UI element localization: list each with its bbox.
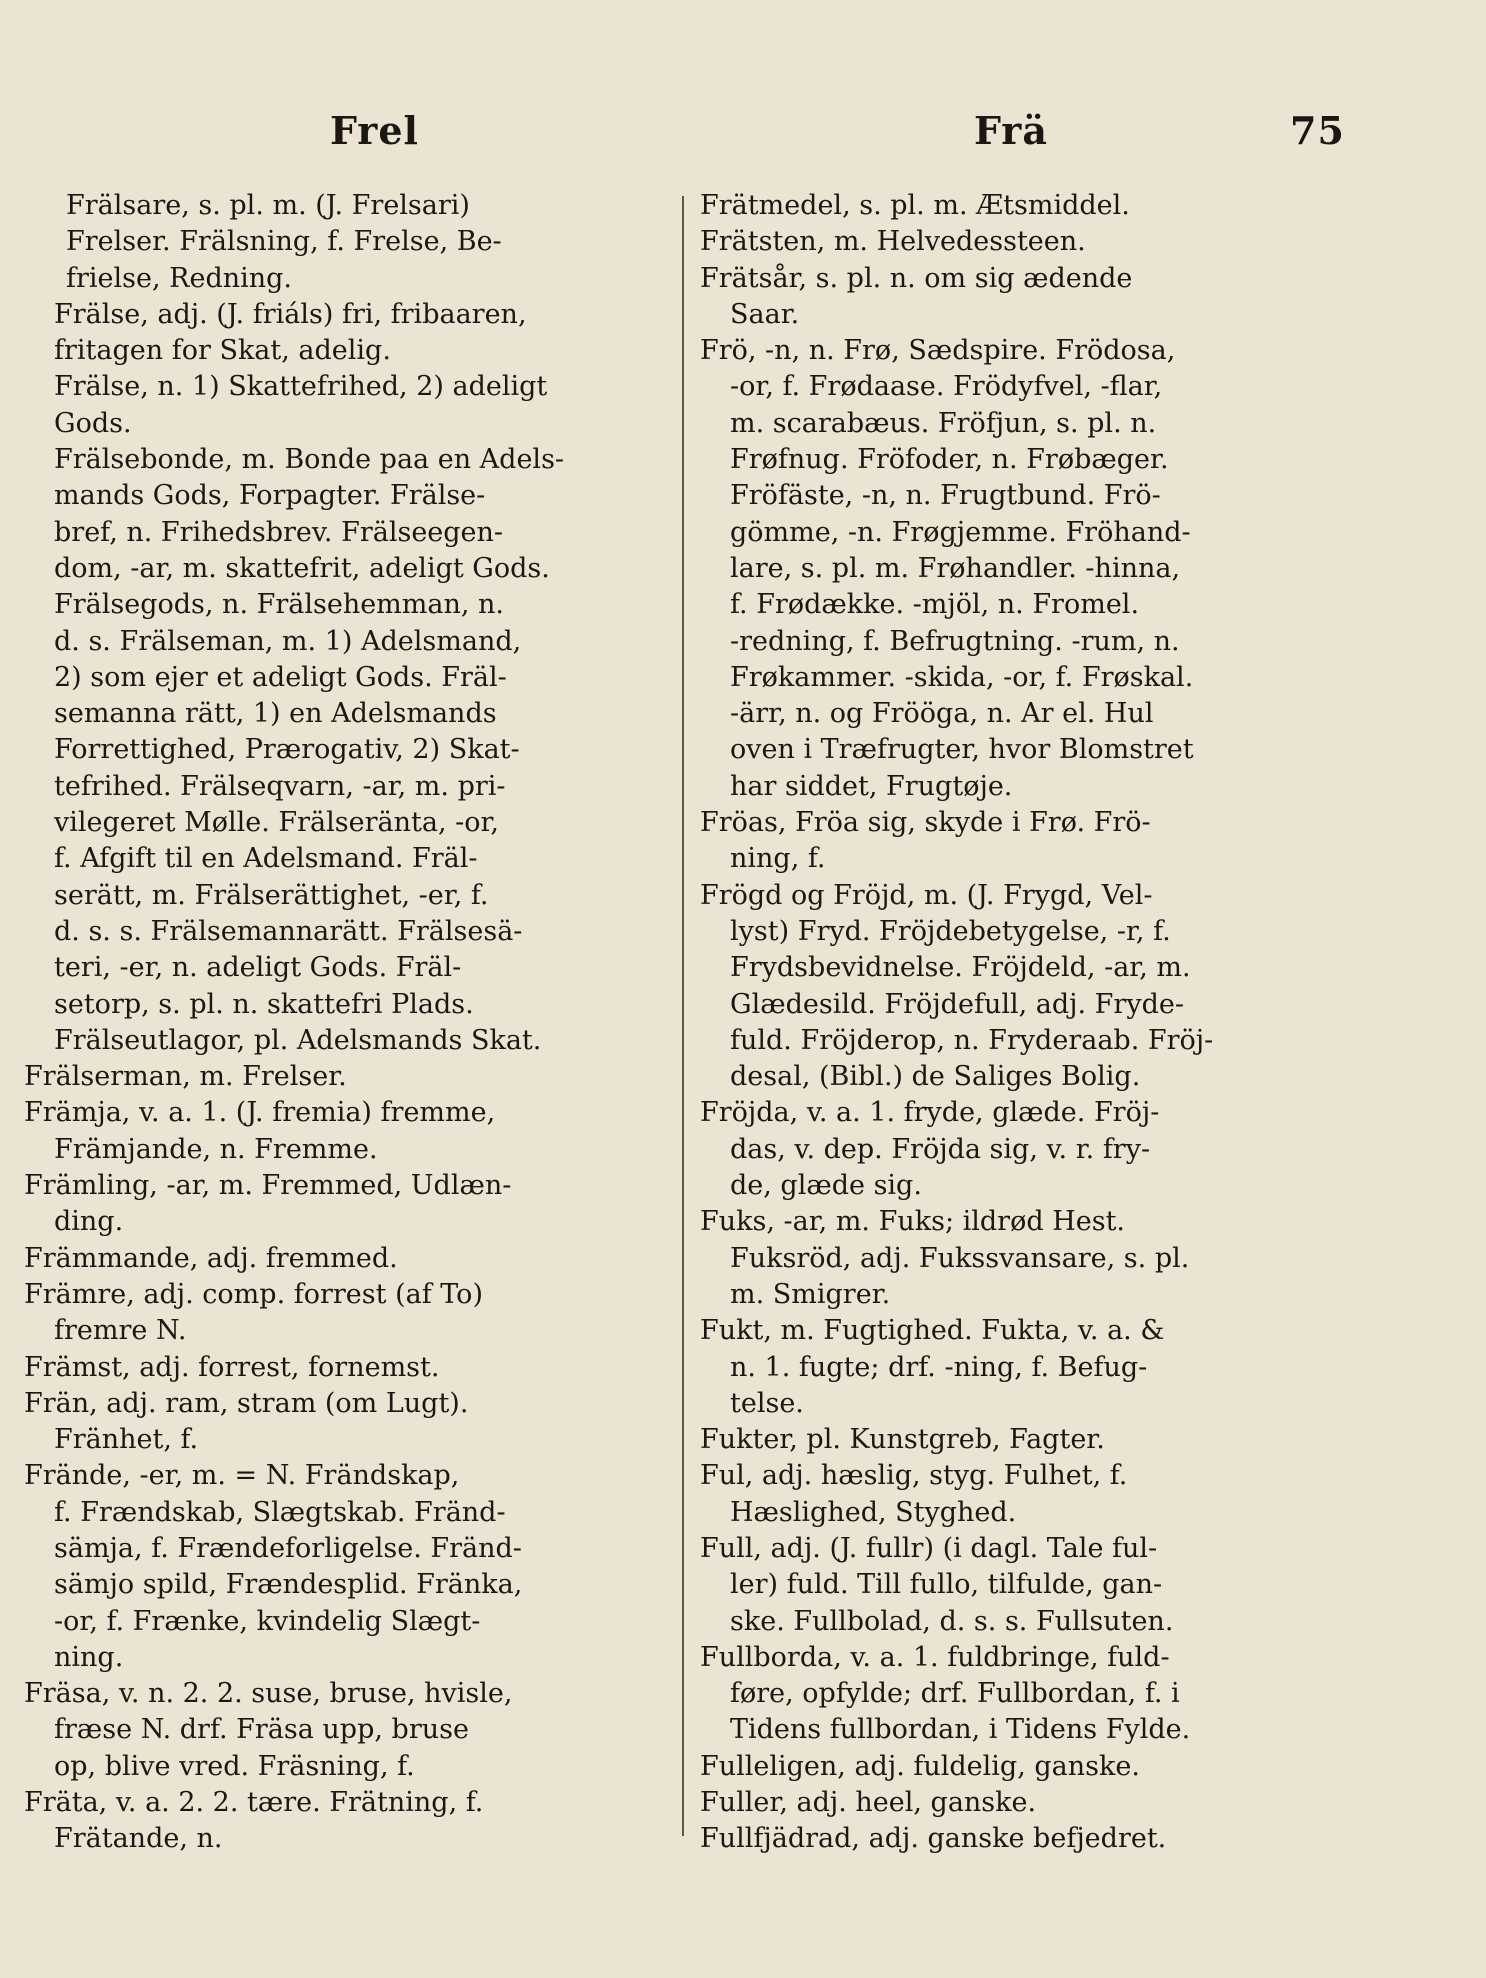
entry-line: d. s. s. Frälsemannarätt. Frälsesä- [54,915,523,947]
entry-line: Fräsa, v. n. 2. 2. suse, bruse, hvisle, [24,1678,513,1710]
entry-line: Fröjda, v. a. 1. fryde, glæde. Fröj- [700,1097,1160,1129]
entry-line: Frälsare, s. pl. m. (J. Frelsari) [66,190,470,221]
entry-line: m. Smigrer. [730,1278,891,1310]
entry-line: Hæslighed, Styghed. [730,1496,1017,1528]
entry-line: desal, (Bibl.) de Saliges Bolig. [730,1061,1141,1093]
entry-line: ning. [54,1641,124,1673]
entry-line: op, blive vred. Fräsning, f. [54,1750,415,1782]
entry-line: f. Frødække. -mjöl, n. Fromel. [730,589,1140,621]
entry-line: Frälsebonde, m. Bonde paa en Adels- [54,444,565,476]
entry-line: Främst, adj. forrest, fornemst. [24,1351,440,1383]
entry-line: Fuller, adj. heel, ganske. [700,1787,1037,1819]
entry-line: teri, -er, n. adeligt Gods. Fräl- [54,952,462,984]
entry-line: telse. [730,1387,804,1419]
entry-line: Främja, v. a. 1. (J. fremia) fremme, [24,1097,496,1129]
entry-line: Främjande, n. Fremme. [54,1133,378,1165]
page-number: 75 [1290,108,1345,153]
entry-line: setorp, s. pl. n. skattefri Plads. [54,988,474,1020]
entry-line: Fullfjädrad, adj. ganske befjedret. [700,1823,1167,1855]
entry-line: Frän, adj. ram, stram (om Lugt). [24,1387,469,1419]
entry-line: -ärr, n. og Frööga, n. Ar el. Hul [730,698,1154,730]
entry-line: bref, n. Frihedsbrev. Frälseegen- [54,516,504,548]
page-header [0,108,1486,158]
entry-line: Fulleligen, adj. fuldelig, ganske. [700,1750,1140,1782]
left-column [24,188,674,1858]
entry-line: Frälse, n. 1) Skattefrihed, 2) adeligt [54,371,548,403]
entry-line: Frögd og Fröjd, m. (J. Frygd, Vel- [700,879,1153,911]
entry-line: Frøfnug. Fröfoder, n. Frøbæger. [730,444,1169,476]
entry-line: fritagen for Skat, adelig. [54,335,391,367]
entry-line: semanna rätt, 1) en Adelsmands [54,698,497,730]
entry-line: Frälseutlagor, pl. Adelsmands Skat. [54,1024,542,1056]
entry-line: Saar. [730,298,800,330]
entry-line: 2) som ejer et adeligt Gods. Fräl- [54,661,507,693]
entry-line: Främmande, adj. fremmed. [24,1242,398,1274]
column-divider [682,196,684,1836]
entry-line: -or, f. Frødaase. Frödyfvel, -flar, [730,371,1163,403]
entry-line: fræse N. drf. Fräsa upp, bruse [54,1714,469,1746]
entry-line: Gods. [54,407,132,439]
entry-line: har siddet, Frugtøje. [730,770,1013,802]
entry-line: m. scarabæus. Fröfjun, s. pl. n. [730,407,1157,439]
entry-line: lare, s. pl. m. Frøhandler. -hinna, [730,552,1181,584]
entry-line: tefrihed. Frälseqvarn, -ar, m. pri- [54,770,506,802]
entry-line: Frätsten, m. Helvedessteen. [700,226,1086,258]
entry-line: n. 1. fugte; drf. -ning, f. Befug- [730,1351,1148,1383]
right-guide-word: Frä [974,108,1048,153]
entry-line: Ful, adj. hæslig, styg. Fulhet, f. [700,1460,1128,1492]
entry-line: f. Afgift til en Adelsmand. Fräl- [54,843,478,875]
entry-line: Frätsår, s. pl. n. om sig ædende [700,262,1133,294]
entry-line: Frelser. Frälsning, f. Frelse, Be- [66,226,502,258]
entry-line: Främre, adj. comp. forrest (af To) [24,1278,483,1310]
entry-line: ding. [54,1206,124,1238]
entry-line: Frö, -n, n. Frø, Sædspire. Frödosa, [700,335,1176,367]
entry-line: oven i Træfrugter, hvor Blomstret [730,734,1194,766]
entry-line: Frydsbevidnelse. Fröjdeld, -ar, m. [730,952,1191,984]
entry-line: Frälse, adj. (J. friáls) fri, fribaaren, [54,298,527,330]
entry-line: -redning, f. Befrugtning. -rum, n. [730,625,1180,657]
entry-line: Glædesild. Fröjdefull, adj. Fryde- [730,988,1184,1020]
entry-line: føre, opfylde; drf. Fullbordan, f. i [730,1678,1180,1710]
entry-line: fuld. Fröjderop, n. Fryderaab. Fröj- [730,1024,1214,1056]
entry-line: Fuks, -ar, m. Fuks; ildrød Hest. [700,1206,1126,1238]
entry-line: mands Gods, Forpagter. Frälse- [54,480,486,512]
entry-line: Fullborda, v. a. 1. fuldbringe, fuld- [700,1641,1170,1673]
entry-line: ler) fuld. Till fullo, tilfulde, gan- [730,1569,1163,1601]
entry-line: vilegeret Mølle. Frälseränta, -or, [54,807,500,839]
entry-line: fremre N. [54,1315,187,1347]
entry-line: sämjo spild, Frændesplid. Fränka, [54,1569,523,1601]
entry-line: Forrettighed, Prærogativ, 2) Skat- [54,734,520,766]
entry-line: f. Frændskab, Slægtskab. Fränd- [54,1496,506,1528]
entry-line: Fränhet, f. [54,1424,199,1456]
entry-line: de, glæde sig. [730,1170,922,1202]
entry-line: serätt, m. Frälserättighet, -er, f. [54,879,489,911]
entry-line: Fuksröd, adj. Fukssvansare, s. pl. [730,1242,1190,1274]
entry-line: Fräta, v. a. 2. 2. tære. Frätning, f. [24,1787,484,1819]
left-guide-word: Frel [330,108,419,153]
entry-line: ning, f. [730,843,826,875]
entry-line: Frälsegods, n. Frälsehemman, n. [54,589,505,621]
entry-line: sämja, f. Frændeforligelse. Fränd- [54,1532,522,1564]
entry-line: -or, f. Frænke, kvindelig Slægt- [54,1605,481,1637]
entry-line: Frände, -er, m. = N. Frändskap, [24,1460,460,1492]
entry-line: Tidens fullbordan, i Tidens Fylde. [730,1714,1191,1746]
entry-line: gömme, -n. Frøgjemme. Fröhand- [730,516,1191,548]
entry-line: Full, adj. (J. fullr) (i dagl. Tale ful- [700,1532,1158,1564]
entry-line: d. s. Frälseman, m. 1) Adelsmand, [54,625,522,657]
entry-line: Fukter, pl. Kunstgreb, Fagter. [700,1424,1105,1456]
right-column [700,188,1350,1858]
entry-line: Fröas, Fröa sig, skyde i Frø. Frö- [700,807,1151,839]
entry-line: Frätande, n. [54,1823,223,1855]
entry-line: dom, -ar, m. skattefrit, adeligt Gods. [54,552,550,584]
entry-line: frielse, Redning. [66,262,293,294]
entry-line: lyst) Fryd. Fröjdebetygelse, -r, f. [730,915,1171,947]
entry-line: Fukt, m. Fugtighed. Fukta, v. a. & [700,1315,1165,1347]
entry-line: Främling, -ar, m. Fremmed, Udlæn- [24,1170,512,1202]
entry-line: das, v. dep. Fröjda sig, v. r. fry- [730,1133,1151,1165]
entry-line: Frøkammer. -skida, -or, f. Frøskal. [730,661,1194,693]
entry-line: Fröfäste, -n, n. Frugtbund. Frö- [730,480,1161,512]
entry-line: ske. Fullbolad, d. s. s. Fullsuten. [730,1605,1174,1637]
entry-line: Frätmedel, s. pl. m. Ætsmiddel. [700,190,1130,221]
entry-line: Frälserman, m. Frelser. [24,1061,347,1093]
